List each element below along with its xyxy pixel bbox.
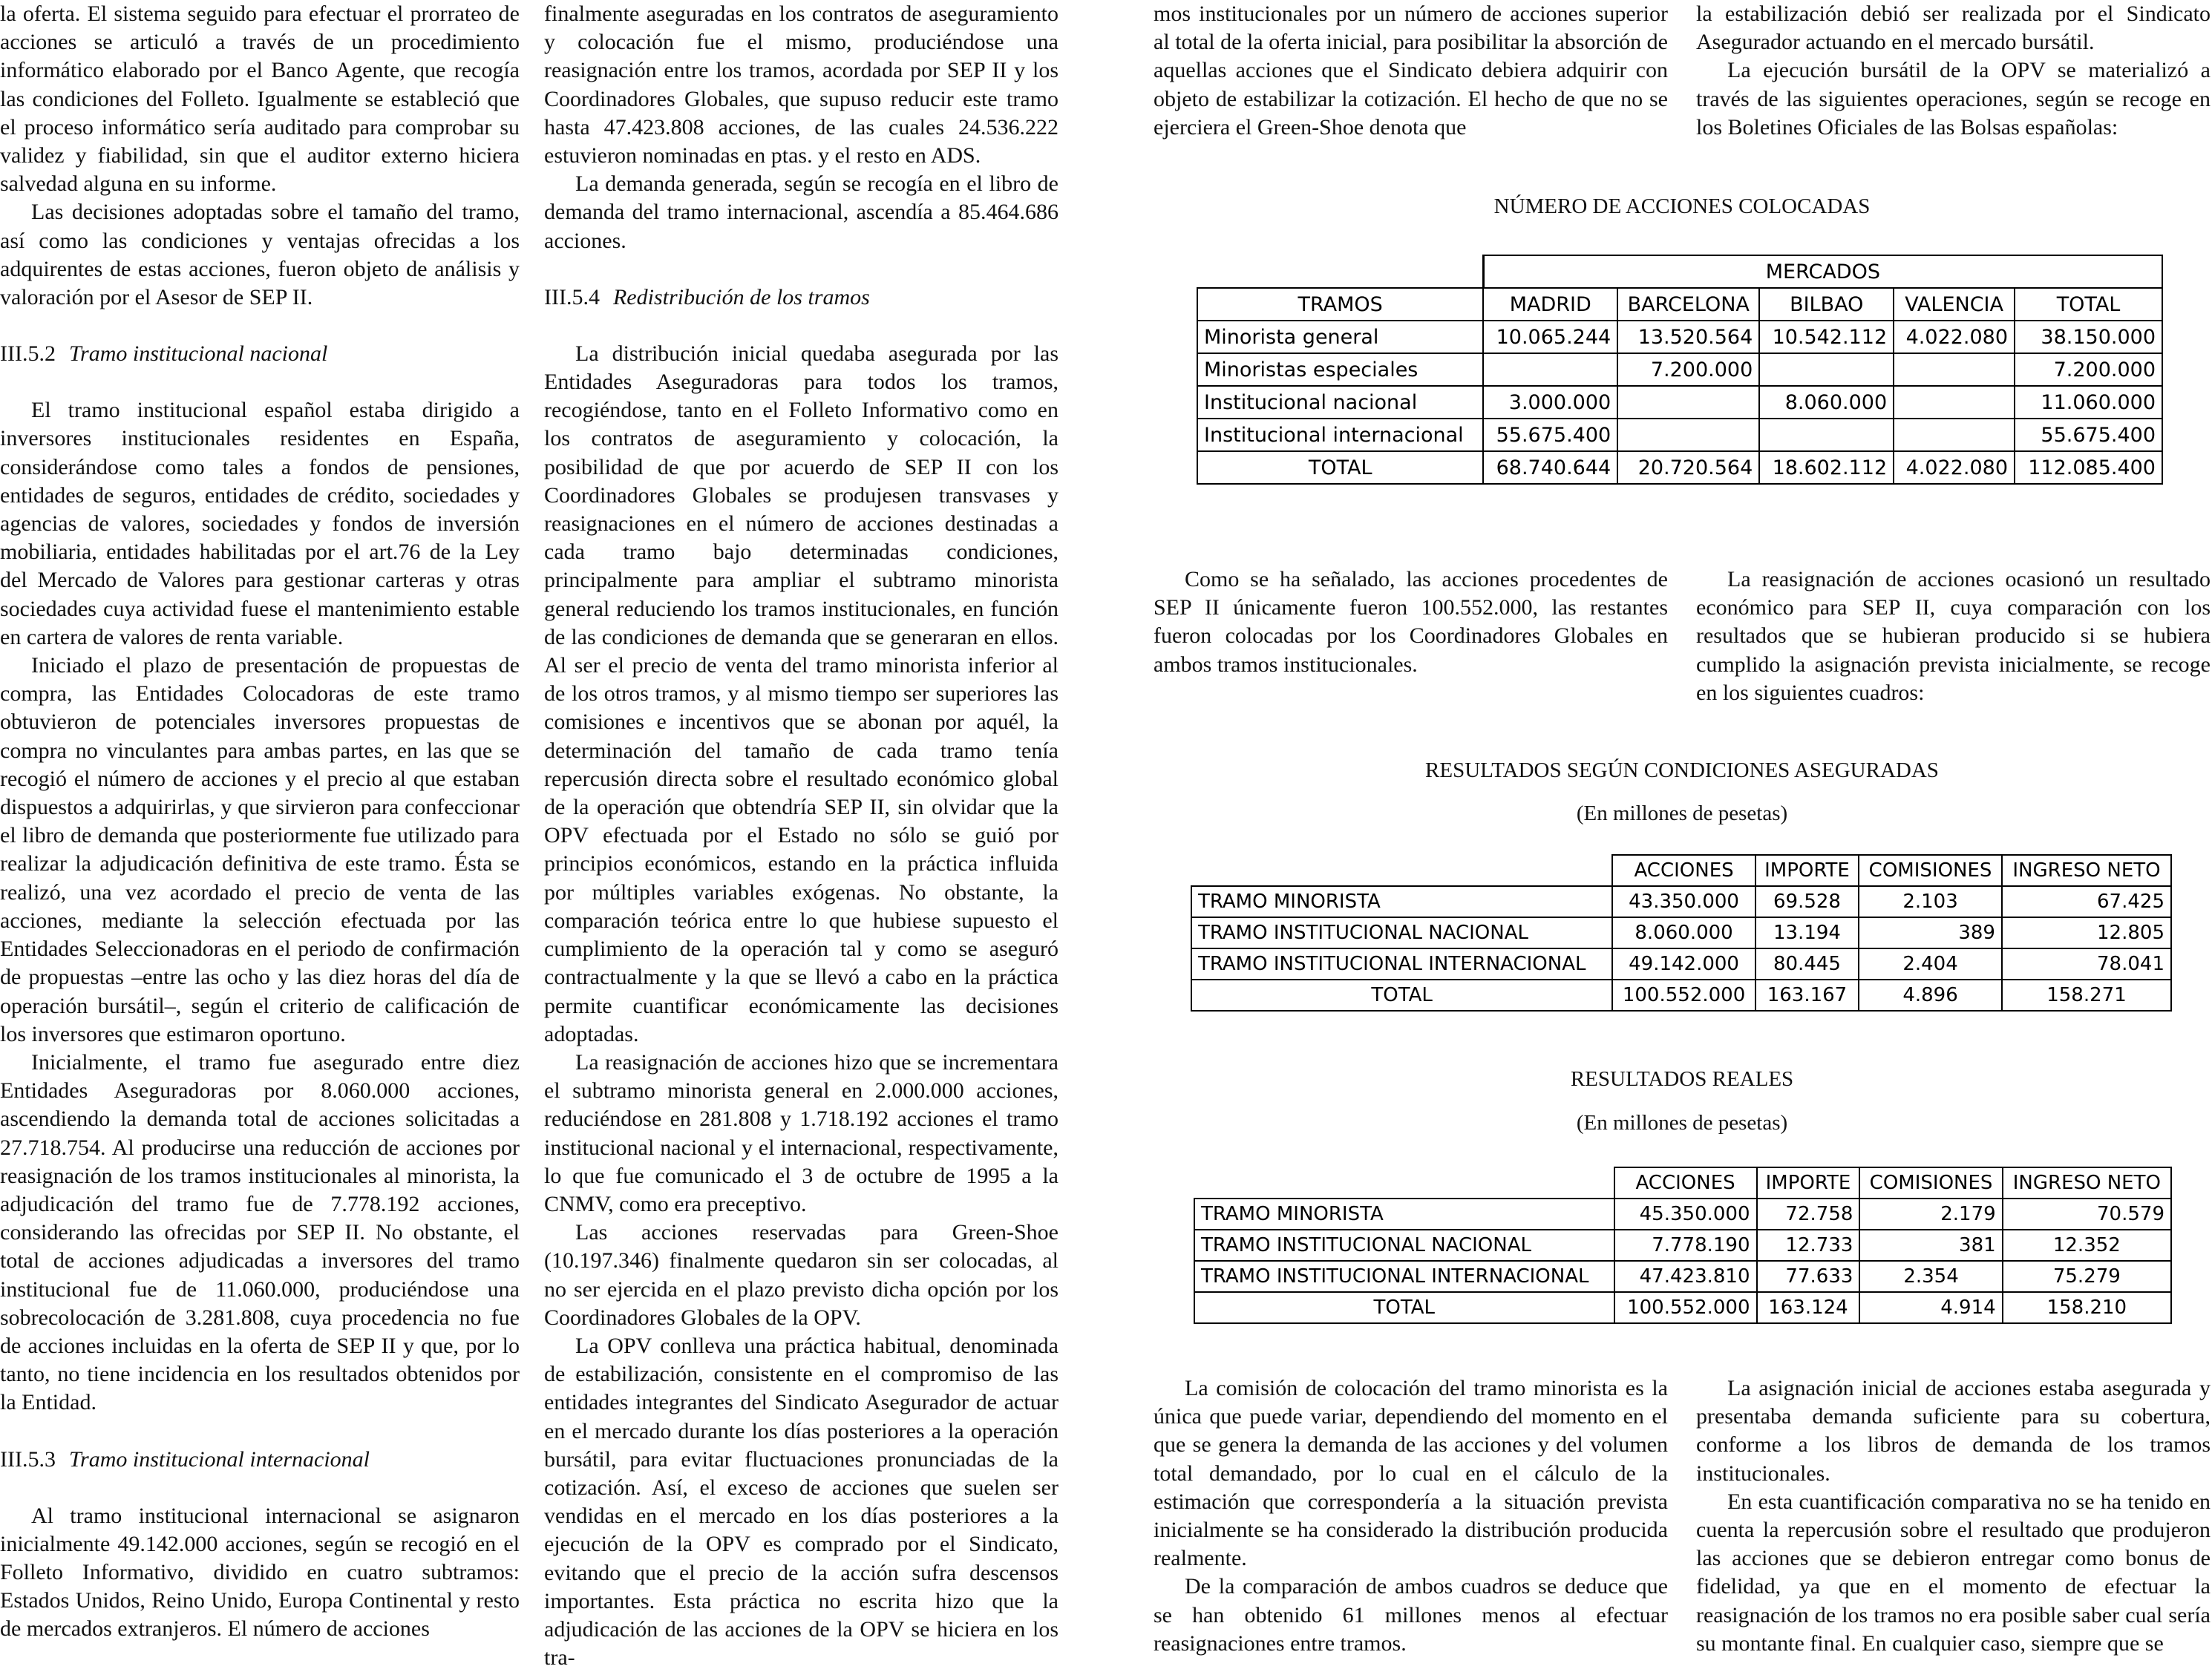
table-cell: 11.060.000 xyxy=(2015,386,2162,419)
column-1 xyxy=(0,0,520,1644)
table-cell: 4.022.080 xyxy=(1894,321,2015,353)
table-cell xyxy=(1483,353,1617,386)
table-total-row xyxy=(1191,980,2171,1011)
column-3-top-left xyxy=(1154,0,1668,142)
table-cell: 3.000.000 xyxy=(1483,386,1617,419)
section-title: Redistribución de los tramos xyxy=(612,284,870,309)
table-row xyxy=(1191,948,2171,980)
row-label: TRAMO INSTITUCIONAL NACIONAL xyxy=(1194,1230,1614,1261)
table-cell: 55.675.400 xyxy=(1483,419,1617,451)
table-row xyxy=(1191,917,2171,948)
column-3-mid-right xyxy=(1696,565,2211,707)
table-cell: 163.124 xyxy=(1757,1292,1860,1323)
row-label: TRAMO MINORISTA xyxy=(1191,886,1612,917)
section-number: III.5.2 xyxy=(0,341,56,367)
table-row xyxy=(1197,321,2162,353)
resultados-reales-table xyxy=(1194,1167,2172,1324)
table-cell: 163.167 xyxy=(1755,980,1859,1011)
column-header: COMISIONES xyxy=(1859,1167,2002,1199)
paragraph: Las decisiones adoptadas sobre el tamaño del tramo, así como las condiciones y ventajas ofrecidas a los adquirentes de estas acciones, fueron objeto de análisis y valoración por el Asesor de SEP II. xyxy=(0,200,520,310)
table-cell: 68.740.644 xyxy=(1483,451,1617,484)
table-cell: 100.552.000 xyxy=(1614,1292,1757,1323)
paragraph: La reasignación de acciones hizo que se incrementara el subtramo minorista general en 2.000.000 acciones, reduciéndose en 281.808 y 1.718.192 acciones el tramo institucional nacional y el internacional, respectivamente, lo que fue comunicado el 3 de octubre de 1995 a la CNMV, como era preceptivo. xyxy=(544,1049,1058,1216)
section-number: III.5.3 xyxy=(0,1446,56,1472)
table-header-row xyxy=(1197,288,2162,321)
table-cell: 47.423.810 xyxy=(1614,1261,1757,1292)
column-header: TRAMOS xyxy=(1197,288,1483,321)
row-label: TOTAL xyxy=(1194,1292,1614,1323)
column-3-top-right xyxy=(1696,0,2211,142)
paragraph: El tramo institucional español estaba dirigido a inversores institucionales residentes en España, considerándose como tales a fondos de pensiones, entidades de seguros, entidades de crédito, sociedades y agencias de valores, sociedades y fondos de inversión mobiliaria, entidades habilitadas por el art.76 de la Ley del Mercado de Valores para gestionar carteras y otras sociedades cuya actividad fuese el mantenimiento estable en cartera de valores de renta variable. xyxy=(0,398,520,649)
column-header: BILBAO xyxy=(1759,288,1894,321)
paragraph: La OPV conlleva una práctica habitual, denominada de estabilización, consistente en el compromiso de las entidades integrantes del Sindicato Asegurador de actuar en el mercado durante los días posteriores a la operación bursátil, para evitar fluctuaciones pronunciadas de la cotización. Así, el exceso de acciones que suelen ser vendidas en el mercado en los días posteriores a la ejecución de la OPV es comprado por el Sindicato, evitando que el precio de la acción sufra descensos importantes. Esta práctica no escrita hizo que la adjudicación de las acciones de la OPV se hiciera en los tra- xyxy=(544,1333,1058,1671)
table-cell: 12.805 xyxy=(2002,917,2171,948)
table-caption: NÚMERO DE ACCIONES COLOCADAS xyxy=(1493,194,1871,218)
paragraph: La ejecución bursátil de la OPV se materializó a través de las siguientes operaciones, según se recoge en los Boletines Oficiales de las Bolsas españolas: xyxy=(1696,58,2211,140)
table-cell xyxy=(1759,353,1894,386)
table-total-row xyxy=(1194,1292,2171,1323)
table-row xyxy=(1197,419,2162,451)
paragraph: La demanda generada, según se recogía en el libro de demanda del tramo internacional, ascendía a 85.464.686 acciones. xyxy=(544,171,1058,253)
column-header: INGRESO NETO xyxy=(2003,1167,2171,1199)
table-cell: 72.758 xyxy=(1757,1199,1860,1230)
table-cell: 7.778.190 xyxy=(1614,1230,1757,1261)
table-caption: RESULTADOS SEGÚN CONDICIONES ASEGURADAS xyxy=(1425,758,1939,782)
table-cell: 158.271 xyxy=(2002,980,2171,1011)
table-cell: 10.065.244 xyxy=(1483,321,1617,353)
table-cell: 8.060.000 xyxy=(1612,917,1755,948)
table-cell: 2.404 xyxy=(1859,948,2002,980)
column-header: IMPORTE xyxy=(1757,1167,1860,1199)
table-cell xyxy=(1617,386,1759,419)
table-cell: 67.425 xyxy=(2002,886,2171,917)
table-cell: 45.350.000 xyxy=(1614,1199,1757,1230)
row-label: Minoristas especiales xyxy=(1197,353,1483,386)
table-row xyxy=(1194,1230,2171,1261)
table-subcaption: (En millones de pesetas) xyxy=(1576,801,1788,825)
table-cell xyxy=(1894,386,2015,419)
table-cell: 38.150.000 xyxy=(2015,321,2162,353)
column-3-mid-left xyxy=(1154,565,1668,679)
table-cell: 2.179 xyxy=(1859,1199,2002,1230)
column-header: COMISIONES xyxy=(1859,855,2002,886)
row-label: Minorista general xyxy=(1197,321,1483,353)
paragraph: Las acciones reservadas para Green-Shoe (10.197.346) finalmente quedaron sin ser colocadas, al no ser ejercida en el plazo previsto dicha opción por los Coordinadores Globales de la OPV. xyxy=(544,1220,1058,1330)
table-cell: 13.520.564 xyxy=(1617,321,1759,353)
paragraph: Como se ha señalado, las acciones procedentes de SEP II únicamente fueron 100.552.000, las restantes fueron colocadas por los Coordinadores Globales en ambos tramos institucionales. xyxy=(1154,567,1668,677)
paragraph: Inicialmente, el tramo fue asegurado entre diez Entidades Aseguradoras por 8.060.000 acciones, ascendiendo la demanda total de acciones solicitadas a 27.718.754. Al producirse una reducción de acciones por reasignación de los tramos institucionales al minorista, la adjudicación del tramo fue de 7.778.192 acciones, considerando las ofrecidas por SEP II. No obstante, el total de acciones adjudicadas a inversores del tramo institucional fue de 11.060.000, produciéndose una sobrecolocación de 3.281.808, cuya procedencia no fue de acciones incluidas en la oferta de SEP II y que, por lo tanto, no tiene incidencia en los resultados obtenidos por la Entidad. xyxy=(0,1049,520,1415)
column-header: INGRESO NETO xyxy=(2002,855,2171,886)
table-cell xyxy=(1894,353,2015,386)
table-cell: 12.733 xyxy=(1757,1230,1860,1261)
section-heading xyxy=(0,1446,520,1474)
paragraph: finalmente aseguradas en los contratos de aseguramiento y colocación fue el mismo, produciéndose una reasignación entre los tramos, acordada por SEP II y los Coordinadores Globales, que supuso reducir este tramo hasta 47.423.808 acciones, de las cuales 24.536.222 estuvieron nominadas en ptas. y el resto en ADS. xyxy=(544,1,1058,168)
resultados-asegurados-table xyxy=(1191,854,2172,1012)
paragraph: Al tramo institucional internacional se asignaron inicialmente 49.142.000 acciones, según se recogió en el Folleto Informativo, dividido en cuatro subtramos: Estados Unidos, Reino Unido, Europa Continental y resto de mercados extranjeros. El número de acciones xyxy=(0,1503,520,1642)
table-cell: 100.552.000 xyxy=(1612,980,1755,1011)
section-heading xyxy=(0,340,520,368)
table-row xyxy=(1194,1199,2171,1230)
table-cell xyxy=(1894,419,2015,451)
acciones-colocadas-table xyxy=(1197,255,2163,485)
table-row xyxy=(1197,386,2162,419)
table-row xyxy=(1191,886,2171,917)
table-cell: 7.200.000 xyxy=(1617,353,1759,386)
table-cell: 69.528 xyxy=(1755,886,1859,917)
table-cell xyxy=(1759,419,1894,451)
table-cell: 4.022.080 xyxy=(1894,451,2015,484)
paragraph: La distribución inicial quedaba asegurada por las Entidades Aseguradoras para todos los tramos, recogiéndose, tanto en el Folleto Informativo como en los contratos de aseguramiento y colocación, la posibilidad de que por acuerdo de SEP II con los Coordinadores Globales se produjesen transvases y reasignaciones en el número de acciones destinadas a cada tramo bajo determinadas condiciones, principalmente para ampliar el subtramo minorista general reduciendo los tramos institucionales, en función de las condiciones de demanda que se generaran en ellos. Al ser el precio de venta del tramo minorista inferior al de los otros tramos, y al mismo tiempo ser superiores las comisiones e incentivos que se abonan por aquél, la determinación del tamaño de cada tramo tenía repercusión directa sobre el resultado económico global de la operación que obtendría SEP II, sin olvidar que la OPV efectuada por el Estado no sólo se guió por principios económicos, estando en la práctica influida por múltiples variables exógenas. No obstante, la comparación teórica entre lo que hubiese supuesto el cumplimiento de la operación tal y como se aseguró contractualmente y la que se llevó a cabo en la práctica permite cuantificar económicamente las decisiones adoptadas. xyxy=(544,341,1058,1046)
paragraph: Iniciado el plazo de presentación de propuestas de compra, las Entidades Colocadoras de este tramo obtuvieron de potenciales inversores propuestas de compra no vinculantes para ambas partes, en las que se recogió el número de acciones y el precio al que estaban dispuestos a adquirirlas, y que sirvieron para confeccionar el libro de demanda que posteriormente fue utilizado para realizar la adjudicación definitiva de este tramo. Ésta se realizó, una vez acordado el precio de venta de las acciones, mediante la selección efectuada por las Entidades Seleccionadoras en el periodo de confirmación de propuestas –entre las ocho y las diez horas del día de operación bursátil–, según el criterio de calificación de los inversores que estimaron oportuno. xyxy=(0,653,520,1046)
table-cell: 80.445 xyxy=(1755,948,1859,980)
table-caption: RESULTADOS REALES xyxy=(1570,1067,1794,1091)
column-header: ACCIONES xyxy=(1612,855,1755,886)
table-cell: 75.279 xyxy=(2003,1261,2171,1292)
section-heading xyxy=(544,283,1058,312)
table-row xyxy=(1197,255,2162,288)
row-label: TRAMO INSTITUCIONAL NACIONAL xyxy=(1191,917,1612,948)
row-label: TRAMO INSTITUCIONAL INTERNACIONAL xyxy=(1194,1261,1614,1292)
table-cell: 7.200.000 xyxy=(2015,353,2162,386)
table-cell: 112.085.400 xyxy=(2015,451,2162,484)
table-cell: 43.350.000 xyxy=(1612,886,1755,917)
table-cell: 10.542.112 xyxy=(1759,321,1894,353)
column-header: TOTAL xyxy=(2015,288,2162,321)
table-cell: 8.060.000 xyxy=(1759,386,1894,419)
table-cell: 49.142.000 xyxy=(1612,948,1755,980)
paragraph: De la comparación de ambos cuadros se deduce que se han obtenido 61 millones menos al efectuar reasignaciones entre tramos. xyxy=(1154,1574,1668,1656)
table-total-row xyxy=(1197,451,2162,484)
table-cell: 18.602.112 xyxy=(1759,451,1894,484)
column-3-bottom-right xyxy=(1696,1374,2211,1658)
paragraph: mos institucionales por un número de acciones superior al total de la oferta inicial, para posibilitar la absorción de aquellas acciones que el Sindicato debiera adquirir con objeto de estabilizar la cotización. El hecho de que no se ejerciera el Green-Shoe denota que xyxy=(1154,1,1668,140)
column-header: ACCIONES xyxy=(1614,1167,1757,1199)
table-cell xyxy=(1617,419,1759,451)
table-cell: 4.914 xyxy=(1859,1292,2002,1323)
paragraph: La asignación inicial de acciones estaba asegurada y presentaba demanda suficiente para su cobertura, conforme a los libros de demanda de los tramos institucionales. xyxy=(1696,1376,2211,1486)
column-header: VALENCIA xyxy=(1894,288,2015,321)
column-3-bottom-left xyxy=(1154,1374,1668,1658)
table-cell: 12.352 xyxy=(2003,1230,2171,1261)
column-2 xyxy=(544,0,1058,1672)
column-header: BARCELONA xyxy=(1617,288,1759,321)
table-subcaption: (En millones de pesetas) xyxy=(1576,1111,1788,1135)
table-header-row xyxy=(1194,1167,2171,1199)
table-cell: 389 xyxy=(1859,917,2002,948)
paragraph: la estabilización debió ser realizada por el Sindicato Asegurador actuando en el mercado bursátil. xyxy=(1696,1,2211,55)
table-header-row xyxy=(1191,855,2171,886)
table-cell: 20.720.564 xyxy=(1617,451,1759,484)
group-header: MERCADOS xyxy=(1483,255,2162,288)
table-cell: 77.633 xyxy=(1757,1261,1860,1292)
section-number: III.5.4 xyxy=(544,284,600,309)
paragraph: la oferta. El sistema seguido para efectuar el prorrateo de acciones se articuló a través de un procedimiento informático elaborado por el Banco Agente, que recogía las condiciones del Folleto. Igualmente se estableció que el proceso informático sería auditado para comprobar su validez y fiabilidad, sin que el auditor externo hiciera salvedad alguna en su informe. xyxy=(0,1,520,197)
table-cell: 4.896 xyxy=(1859,980,2002,1011)
row-label: TOTAL xyxy=(1191,980,1612,1011)
row-label: TOTAL xyxy=(1197,451,1483,484)
row-label: Institucional internacional xyxy=(1197,419,1483,451)
section-title: Tramo institucional internacional xyxy=(68,1446,370,1472)
column-header: IMPORTE xyxy=(1755,855,1859,886)
row-label: Institucional nacional xyxy=(1197,386,1483,419)
table-cell: 70.579 xyxy=(2003,1199,2171,1230)
row-label: TRAMO MINORISTA xyxy=(1194,1199,1614,1230)
row-label: TRAMO INSTITUCIONAL INTERNACIONAL xyxy=(1191,948,1612,980)
table-cell: 78.041 xyxy=(2002,948,2171,980)
paragraph: La comisión de colocación del tramo minorista es la única que puede variar, dependiendo del momento en el que se genera la demanda de las acciones y del volumen total demandado, por lo cual en el cálculo de la estimación que correspondería a la situación prevista inicialmente se ha considerado la distribución producida realmente. xyxy=(1154,1376,1668,1571)
table-cell: 2.103 xyxy=(1859,886,2002,917)
paragraph: La reasignación de acciones ocasionó un resultado económico para SEP II, cuya comparación con los resultados que se hubieran producido si se hubiera cumplido la asignación prevista inicialmente, se recoge en los siguientes cuadros: xyxy=(1696,567,2211,705)
table-cell: 55.675.400 xyxy=(2015,419,2162,451)
column-header: MADRID xyxy=(1483,288,1617,321)
paragraph: En esta cuantificación comparativa no se ha tenido en cuenta la repercusión sobre el resultado que produjeron las acciones que se debieron entregar como bonus de fidelidad, ya que en el momento de efectuar la reasignación de los tramos no era posible saber cual sería su montante final. En cualquier caso, siempre que se xyxy=(1696,1489,2211,1656)
table-cell: 13.194 xyxy=(1755,917,1859,948)
section-title: Tramo institucional nacional xyxy=(68,341,328,367)
table-row xyxy=(1194,1261,2171,1292)
table-cell: 2.354 xyxy=(1859,1261,2002,1292)
table-cell: 158.210 xyxy=(2003,1292,2171,1323)
table-cell: 381 xyxy=(1859,1230,2002,1261)
table-row xyxy=(1197,353,2162,386)
